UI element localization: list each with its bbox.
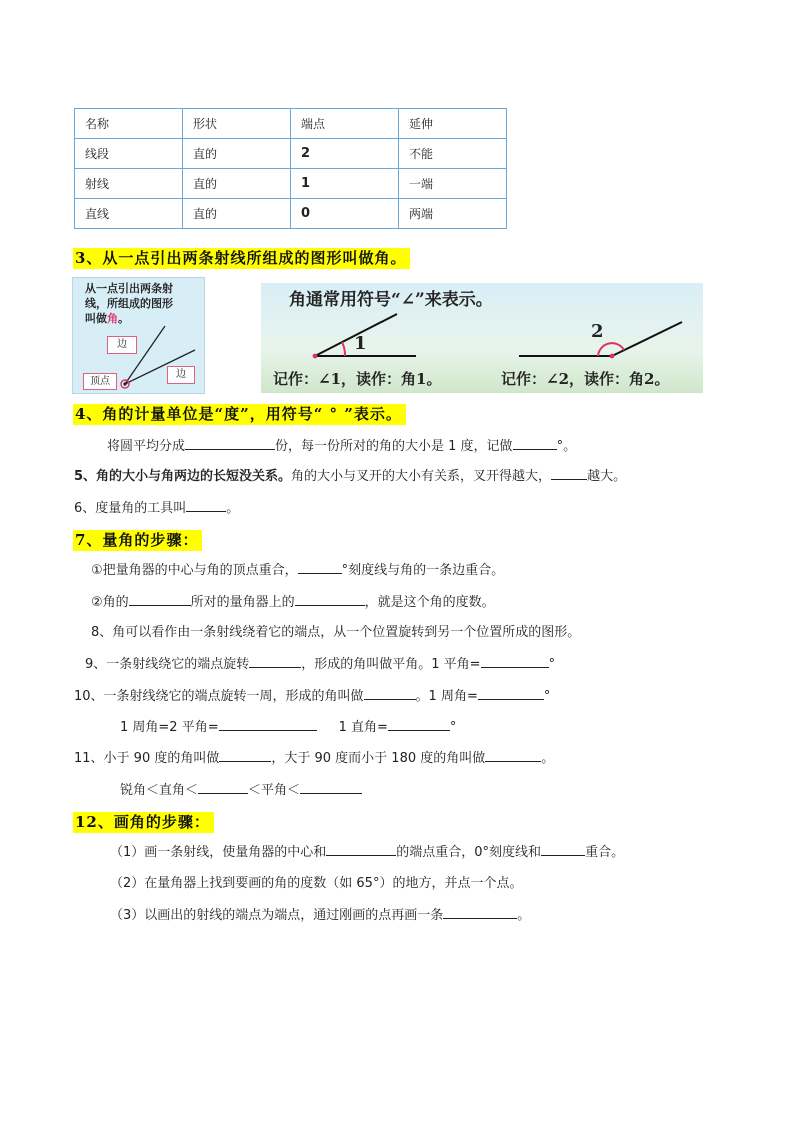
figure-text-part: 叫做 (85, 312, 107, 325)
table-cell: 一端 (399, 169, 507, 199)
straight-angle-line (85, 655, 555, 674)
drawing-step-2: （2）在量角器上找到要画的角的度数（如 65°）的地方，并点一个点。 (110, 876, 523, 891)
text-segment: （3）以画出的射线的端点为端点，通过刚画的点再画一条 (110, 908, 444, 923)
table-row (75, 109, 507, 139)
info-table (74, 108, 507, 229)
answer-blank[interactable] (541, 843, 585, 856)
figure-text-line: 从一点引出两条射 (85, 282, 173, 295)
table-cell: 2 (291, 139, 399, 169)
text-segment: 。 (226, 501, 240, 516)
answer-blank[interactable] (326, 843, 396, 856)
table-cell: 直线 (75, 199, 183, 229)
angle1-vertex (313, 354, 318, 359)
angle2-label: 2 (591, 321, 604, 342)
angle-definition-figure (72, 277, 205, 394)
text-segment: 1 直角= (338, 720, 388, 735)
answer-blank[interactable] (513, 437, 557, 450)
heading-4: 4、角的计量单位是“度”，用符号“ ° ”表示。 (73, 404, 406, 425)
angle-order-line (120, 781, 362, 800)
angle-rotation-line: 8、角可以看作由一条射线绕着它的端点，从一个位置旋转到另一个位置所成的图形。 (91, 625, 581, 640)
answer-blank[interactable] (198, 781, 248, 794)
text-segment: 角的大小与叉开的大小有关系，叉开得越大， (291, 469, 552, 484)
text-segment: ，形成的角叫做平角。1 平角= (301, 657, 481, 672)
angle-relations-line (120, 718, 456, 737)
heading-3: 3、从一点引出两条射线所组成的图形叫做角。 (73, 248, 410, 269)
table-cell: 形状 (183, 109, 291, 139)
text-segment: 越大。 (587, 469, 627, 484)
figure-text-line: 线，所组成的图形 (85, 297, 173, 310)
text-segment: ° (449, 720, 457, 735)
angle2-vertex (610, 354, 615, 359)
table-cell: 名称 (75, 109, 183, 139)
table-cell: 1 (291, 169, 399, 199)
figure-title: 角通常用符号“∠”来表示。 (289, 290, 493, 310)
heading-12: 12、画角的步骤： (73, 812, 214, 833)
text-segment: 6、度量角的工具叫 (74, 501, 187, 516)
text-segment: 10、一条射线绕它的端点旋转一周，形成的角叫做 (74, 689, 364, 704)
text-segment: °。 (556, 439, 577, 454)
drawing-step-3 (110, 906, 530, 925)
figure-text-part: 。 (118, 312, 129, 325)
angle1-caption: 记作：∠1，读作：角1。 (273, 370, 442, 388)
answer-blank[interactable] (478, 687, 544, 700)
text-segment: ＜平角＜ (248, 783, 301, 798)
vertex-label: 顶点 (83, 373, 117, 390)
answer-blank[interactable] (249, 655, 301, 668)
text-segment: 。 (517, 908, 531, 923)
angle2-caption: 记作：∠2，读作：角2。 (501, 370, 670, 388)
text-segment: ②角的 (91, 595, 129, 610)
figure-highlight-word: 角 (107, 312, 118, 325)
answer-blank[interactable] (300, 781, 362, 794)
answer-blank[interactable] (129, 593, 191, 606)
answer-blank[interactable] (186, 499, 226, 512)
answer-blank[interactable] (485, 749, 541, 762)
answer-blank[interactable] (219, 718, 317, 731)
table-row (75, 199, 507, 229)
answer-blank[interactable] (388, 718, 450, 731)
text-segment: 。1 周角= (415, 689, 478, 704)
drawing-step-1 (110, 843, 624, 862)
angle-types-line (74, 749, 554, 768)
text-segment: 1 周角=2 平角= (120, 720, 219, 735)
angle1-label: 1 (354, 333, 367, 354)
bold-statement: 5、角的大小与角两边的长短没关系。 (74, 469, 292, 484)
text-segment: ，就是这个角的度数。 (364, 595, 495, 610)
angle-size-line (74, 467, 626, 486)
text-segment: 锐角＜直角＜ (120, 783, 199, 798)
text-segment: 11、小于 90 度的角叫做 (74, 751, 220, 766)
text-segment: 所对的量角器上的 (190, 595, 295, 610)
table-row (75, 169, 507, 199)
measuring-step-2 (91, 593, 495, 612)
text-segment: 的端点重合，0°刻度线和 (396, 845, 542, 860)
text-segment: （1）画一条射线，使量角器的中心和 (110, 845, 327, 860)
full-angle-line (74, 687, 550, 706)
measuring-step-1 (91, 561, 504, 580)
measuring-tool-line (74, 499, 239, 518)
text-segment: ①把量角器的中心与角的顶点重合， (91, 563, 298, 578)
text-segment: 重合。 (585, 845, 625, 860)
text-segment: 份，每一份所对的角的大小是 1 度，记做 (275, 439, 513, 454)
angle-symbol-figure (261, 283, 703, 393)
table-row (75, 139, 507, 169)
answer-blank[interactable] (443, 906, 517, 919)
table-cell: 两端 (399, 199, 507, 229)
text-segment: 将圆平均分成 (107, 439, 186, 454)
table-cell: 直的 (183, 169, 291, 199)
table-cell: 直的 (183, 139, 291, 169)
side-label-top: 边 (107, 336, 137, 354)
vertex-dot (123, 382, 126, 385)
table-cell: 0 (291, 199, 399, 229)
answer-blank[interactable] (551, 467, 587, 480)
text-segment: 9、一条射线绕它的端点旋转 (85, 657, 250, 672)
answer-blank[interactable] (364, 687, 416, 700)
answer-blank[interactable] (295, 593, 365, 606)
text-segment: °刻度线与角的一条边重合。 (341, 563, 505, 578)
answer-blank[interactable] (219, 749, 271, 762)
text-segment: ° (548, 657, 556, 672)
angle-side-line (125, 326, 165, 384)
table-cell: 端点 (291, 109, 399, 139)
answer-blank[interactable] (185, 437, 275, 450)
answer-blank[interactable] (298, 561, 342, 574)
table-cell: 射线 (75, 169, 183, 199)
answer-blank[interactable] (481, 655, 549, 668)
degree-definition-line (107, 437, 576, 456)
angle1-arc (342, 342, 345, 356)
angle2-side-line (612, 322, 682, 356)
table-cell: 不能 (399, 139, 507, 169)
table-cell: 延伸 (399, 109, 507, 139)
text-segment: ° (543, 689, 551, 704)
heading-7: 7、量角的步骤： (73, 530, 202, 551)
side-label-bottom: 边 (167, 366, 195, 384)
table-cell: 直的 (183, 199, 291, 229)
text-segment: 。 (541, 751, 555, 766)
table-cell: 线段 (75, 139, 183, 169)
text-segment: ，大于 90 度而小于 180 度的角叫做 (271, 751, 486, 766)
